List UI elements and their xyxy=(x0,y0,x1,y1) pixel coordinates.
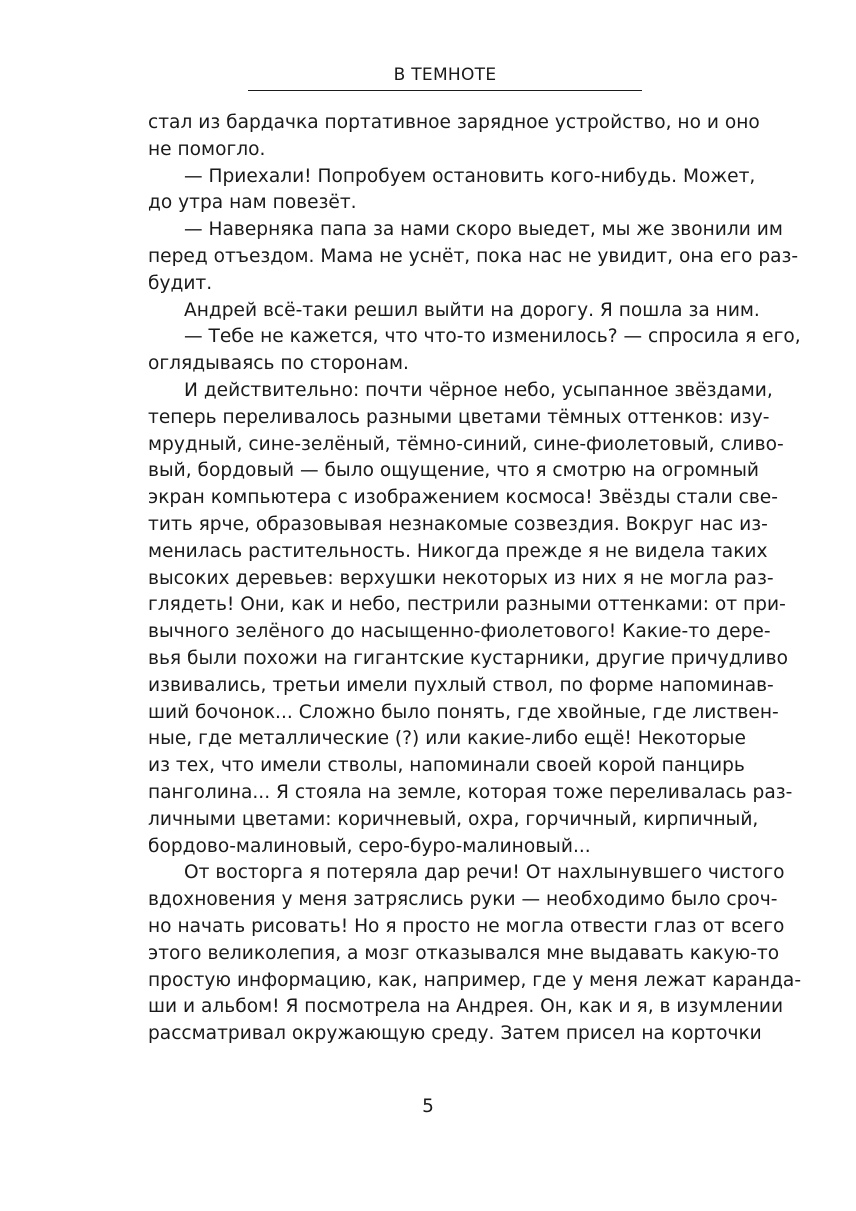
text-line: ши и альбом! Я посмотрела на Андрея. Он, как и я, в изумлении xyxy=(148,996,784,1018)
page-number: 5 xyxy=(422,1096,434,1117)
text-line: ные, где металлические (?) или какие-либо ещё! Некоторые xyxy=(148,728,746,750)
text-line: до утра нам повезёт. xyxy=(148,192,357,214)
text-line: бордово-малиновый, серо-буро-малиновый... xyxy=(148,835,591,857)
text-line: вдохновения у меня затряслись руки — необходимо было сроч- xyxy=(148,889,778,911)
text-line: От восторга я потеряла дар речи! От нахлынувшего чистого xyxy=(184,862,785,884)
text-line: рассматривал окружающую среду. Затем присел на корточки xyxy=(148,1023,762,1045)
text-line: экран компьютера с изображением космоса! Звёзды стали све- xyxy=(148,487,778,509)
text-line: — Наверняка папа за нами скоро выедет, мы же звонили им xyxy=(184,219,783,241)
text-line: ший бочонок... Сложно было понять, где хвойные, где листвен- xyxy=(148,701,779,723)
text-line: панголина... Я стояла на земле, которая тоже переливалась раз- xyxy=(148,781,793,803)
text-line: извивались, третьи имели пухлый ствол, по форме напоминав- xyxy=(148,674,774,696)
running-head: В ТЕМНОТЕ xyxy=(393,65,497,85)
text-line: теперь переливалось разными цветами тёмных оттенков: изу- xyxy=(148,406,770,428)
text-line: тить ярче, образовывая незнакомые созвездия. Вокруг нас из- xyxy=(148,513,768,535)
text-line: — Тебе не кажется, что что-то изменилось? — спросила я его, xyxy=(184,326,801,348)
text-line: будит. xyxy=(148,272,213,294)
text-line: простую информацию, как, например, где у меня лежат каранда- xyxy=(148,969,802,991)
text-line: этого великолепия, а мозг отказывался мне выдавать какую-то xyxy=(148,942,780,964)
text-line: перед отъездом. Мама не уснёт, пока нас не увидит, она его раз- xyxy=(148,245,799,267)
text-line: Андрей всё-таки решил выйти на дорогу. Я пошла за ним. xyxy=(184,299,760,321)
text-line: глядеть! Они, как и небо, пестрили разными оттенками: от при- xyxy=(148,594,786,616)
text-line: оглядываясь по сторонам. xyxy=(148,353,409,375)
text-line: вычного зелёного до насыщенно-фиолетового! Какие-то дере- xyxy=(148,621,771,643)
text-line: высоких деревьев: верхушки некоторых из них я не могла раз- xyxy=(148,567,774,589)
body-text xyxy=(148,110,802,1048)
text-line: вый, бордовый — было ощущение, что я смотрю на огромный xyxy=(148,460,759,482)
text-line: вья были похожи на гигантские кустарники, другие причудливо xyxy=(148,647,788,669)
text-line: менилась растительность. Никогда прежде я не видела таких xyxy=(148,540,768,562)
text-line: И действительно: почти чёрное небо, усыпанное звёздами, xyxy=(184,379,773,401)
text-line: стал из бардачка портативное зарядное устройство, но и оно xyxy=(148,112,760,133)
text-line: мрудный, сине-зелёный, тёмно-синий, сине-фиолетовый, сливо- xyxy=(148,433,784,455)
text-line: личными цветами: коричневый, охра, горчичный, кирпичный, xyxy=(148,808,759,830)
header-rule xyxy=(248,90,642,91)
text-line: но начать рисовать! Но я просто не могла отвести глаз от всего xyxy=(148,915,785,937)
text-line: — Приехали! Попробуем остановить кого-нибудь. Может, xyxy=(184,165,756,187)
text-line: из тех, что имели стволы, напоминали своей корой панцирь xyxy=(148,755,745,777)
text-line: не помогло. xyxy=(148,138,266,160)
